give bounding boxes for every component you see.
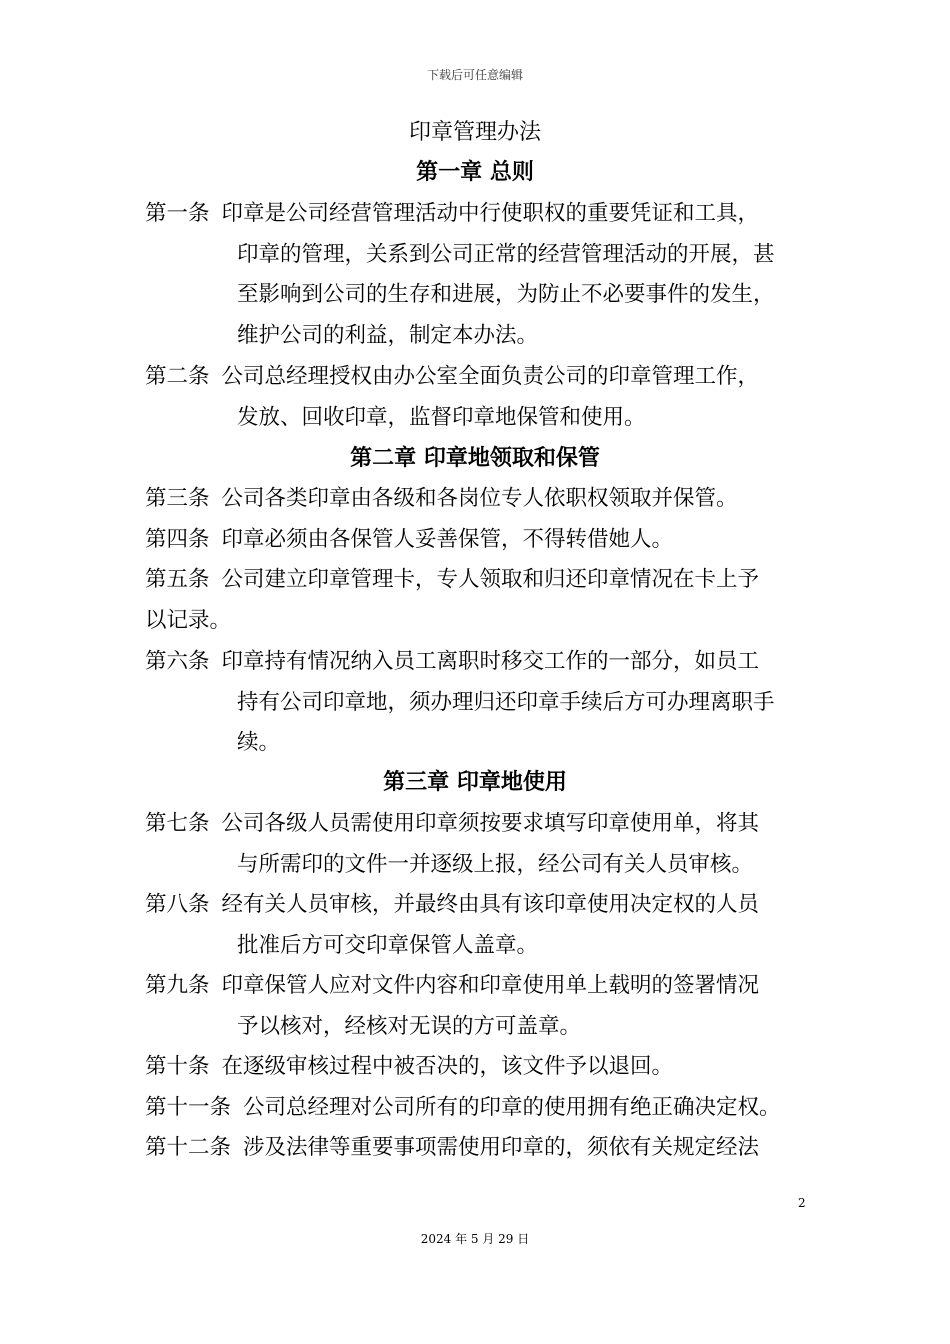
article-line: 公司建立印章管理卡，专人领取和归还印章情况在卡上予 <box>221 567 760 592</box>
article-line: 印章必须由各保管人妥善保管，不得转借她人。 <box>221 527 674 552</box>
article-label: 第六条 <box>145 649 210 674</box>
article-line: 持有公司印章地，须办理归还印章手续后方可办理离职手 <box>237 689 775 715</box>
article-line: 公司各类印章由各级和各岗位专人依职权领取并保管。 <box>221 486 738 511</box>
article-line: 公司总经理授权由办公室全面负责公司的印章管理工作， <box>221 364 760 389</box>
article-line: 经有关人员审核，并最终由具有该印章使用决定权的人员 <box>221 892 760 917</box>
page-number: 2 <box>798 1196 806 1210</box>
page-footer-date: 2024 年 5 月 29 日 <box>420 1232 530 1246</box>
article-6 <box>145 642 815 764</box>
article-line: 公司各级人员需使用印章须按要求填写印章使用单，将其 <box>221 811 760 836</box>
article-7 <box>145 804 815 885</box>
article-line: 印章保管人应对文件内容和印章使用单上载明的签署情况 <box>221 973 760 998</box>
article-line: 批准后方可交印章保管人盖章。 <box>237 932 539 958</box>
article-label: 第一条 <box>145 201 210 226</box>
article-line: 印章持有情况纳入员工离职时移交工作的一部分，如员工 <box>221 649 760 674</box>
article-label: 第七条 <box>145 811 210 836</box>
article-label: 第五条 <box>145 567 210 592</box>
article-line: 予以核对，经核对无误的方可盖章。 <box>237 1013 582 1039</box>
chapter-heading-2: 第二章 印章地领取和保管 <box>350 446 600 471</box>
chapter-heading-1: 第一章 总则 <box>416 160 534 185</box>
document-title: 印章管理办法 <box>408 120 541 145</box>
article-10 <box>145 1047 815 1088</box>
article-2 <box>145 357 815 438</box>
article-5 <box>145 560 815 641</box>
article-line: 发放、回收印章，监督印章地保管和使用。 <box>237 404 646 430</box>
article-8 <box>145 885 815 966</box>
article-label: 第十条 <box>145 1054 210 1079</box>
article-line: 公司总经理对公司所有的印章的使用拥有绝正确决定权。 <box>243 1095 781 1120</box>
article-line: 维护公司的利益，制定本办法。 <box>237 322 539 348</box>
article-label: 第三条 <box>145 486 210 511</box>
article-3 <box>145 479 815 520</box>
article-label: 第十二条 <box>145 1135 232 1160</box>
article-line: 在逐级审核过程中被否决的，该文件予以退回。 <box>221 1054 674 1079</box>
article-1 <box>145 194 815 356</box>
article-line: 续。 <box>237 730 281 756</box>
article-line: 印章是公司经营管理活动中行使职权的重要凭证和工具， <box>221 201 760 226</box>
chapter-heading-3: 第三章 印章地使用 <box>383 770 567 795</box>
article-4 <box>145 520 815 561</box>
article-line: 以记录。 <box>145 607 232 633</box>
article-line: 与所需印的文件一并逐级上报，经公司有关人员审核。 <box>237 851 754 877</box>
article-label: 第十一条 <box>145 1095 232 1120</box>
article-label: 第八条 <box>145 892 210 917</box>
article-9 <box>145 966 815 1047</box>
article-12 <box>145 1128 815 1169</box>
article-label: 第四条 <box>145 527 210 552</box>
article-line: 至影响到公司的生存和进展，为防止不必要事件的发生， <box>237 282 775 308</box>
article-label: 第九条 <box>145 973 210 998</box>
page-header: 下载后可任意编辑 <box>426 68 523 82</box>
article-line: 印章的管理，关系到公司正常的经营管理活动的开展，甚 <box>237 241 775 267</box>
article-line: 涉及法律等重要事项需使用印章的，须依有关规定经法 <box>243 1135 760 1160</box>
article-label: 第二条 <box>145 364 210 389</box>
article-11 <box>145 1088 815 1129</box>
